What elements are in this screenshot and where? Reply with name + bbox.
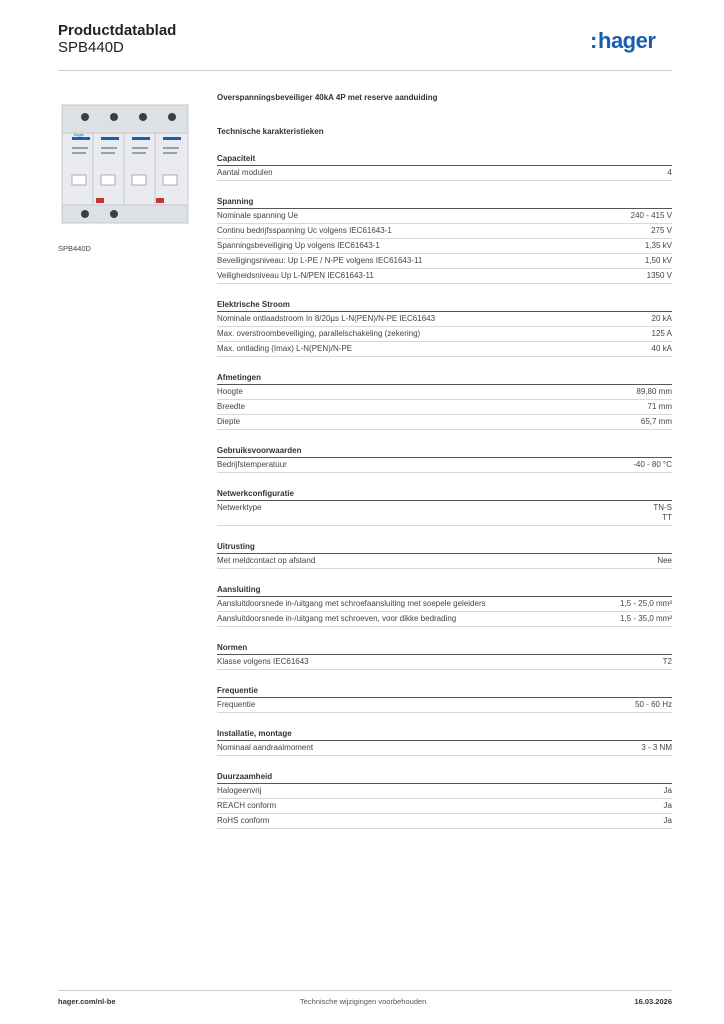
section-title: Uitrusting bbox=[217, 540, 672, 554]
spec-row bbox=[217, 612, 672, 627]
spec-label: Veiligheidsniveau Up L-N/PEN IEC61643-11 bbox=[217, 271, 374, 280]
spec-value-item: TT bbox=[662, 513, 672, 522]
section-title: Elektrische Stroom bbox=[217, 298, 672, 312]
spec-row bbox=[217, 501, 672, 526]
spec-label: Nominale ontlaadstroom In 8/20µs L-N(PEN)/N-PE IEC61643 bbox=[217, 314, 436, 323]
spec-label: Max. overstroombeveiliging, parallelschakeling (zekering) bbox=[217, 329, 421, 338]
spec-section bbox=[217, 371, 672, 430]
spec-row bbox=[217, 312, 672, 327]
footer-divider bbox=[58, 990, 672, 991]
spec-row bbox=[217, 597, 672, 612]
spec-row bbox=[217, 254, 672, 269]
spec-row bbox=[217, 209, 672, 224]
spec-row bbox=[217, 166, 672, 181]
section-title: Installatie, montage bbox=[217, 727, 672, 741]
spec-label: Nominaal aandraaimoment bbox=[217, 743, 314, 752]
product-description: Overspanningsbeveiliger 40kA 4P met reserve aanduiding bbox=[217, 93, 438, 102]
spec-value: Ja bbox=[663, 816, 672, 825]
spec-value: 50 - 60 Hz bbox=[635, 700, 672, 709]
spec-section bbox=[217, 641, 672, 670]
section-title: Afmetingen bbox=[217, 371, 672, 385]
spec-value: T2 bbox=[662, 657, 672, 666]
spec-section bbox=[217, 684, 672, 713]
spec-value: 1,5 - 35,0 mm² bbox=[619, 614, 672, 623]
spec-row bbox=[217, 458, 672, 473]
footer-date: 16.03.2026 bbox=[634, 997, 672, 1006]
spec-label: Frequentie bbox=[217, 700, 256, 709]
section-title: Duurzaamheid bbox=[217, 770, 672, 784]
spec-value: Ja bbox=[663, 786, 672, 795]
spec-label: Aansluitdoorsnede in-/uitgang met schroeven, voor dikke bedrading bbox=[217, 614, 457, 623]
logo-text: hager bbox=[598, 28, 656, 53]
section-title: Aansluiting bbox=[217, 583, 672, 597]
spec-value: Nee bbox=[657, 556, 672, 565]
spec-row bbox=[217, 327, 672, 342]
spec-label: Hoogte bbox=[217, 387, 243, 396]
spec-label: Diepte bbox=[217, 417, 241, 426]
spec-row bbox=[217, 342, 672, 357]
footer-website-link[interactable]: hager.com/nl-be bbox=[58, 997, 116, 1006]
spec-value: 89,80 mm bbox=[636, 387, 672, 396]
spec-label: Aansluitdoorsnede in-/uitgang met schroefaansluiting met soepele geleiders bbox=[217, 599, 486, 608]
spec-label: Beveiligingsniveau: Up L-PE / N-PE volgens IEC61643-11 bbox=[217, 256, 423, 265]
tech-heading: Technische karakteristieken bbox=[217, 127, 324, 136]
section-title: Capaciteit bbox=[217, 152, 672, 166]
spec-label: Aantal modulen bbox=[217, 168, 273, 177]
spec-value: 65,7 mm bbox=[640, 417, 672, 426]
spec-section bbox=[217, 770, 672, 829]
spec-value-item: TN-S bbox=[653, 503, 672, 512]
spec-section bbox=[217, 583, 672, 627]
spec-label: Nominale spanning Ue bbox=[217, 211, 298, 220]
spec-value: 240 - 415 V bbox=[630, 211, 672, 220]
spec-row bbox=[217, 385, 672, 400]
spec-label: Bedrijfstemperatuur bbox=[217, 460, 287, 469]
spec-label: REACH conform bbox=[217, 801, 277, 810]
spec-section bbox=[217, 195, 672, 284]
spec-value: 4 bbox=[667, 168, 672, 177]
spec-section bbox=[217, 298, 672, 357]
section-title: Netwerkconfiguratie bbox=[217, 487, 672, 501]
spec-row bbox=[217, 655, 672, 670]
spec-row bbox=[217, 415, 672, 430]
product-code: SPB440D bbox=[58, 39, 124, 56]
footer-notice: Technische wijzigingen voorbehouden bbox=[300, 997, 427, 1006]
spec-value: Ja bbox=[663, 801, 672, 810]
spec-row bbox=[217, 814, 672, 829]
image-caption: SPB440D bbox=[58, 244, 91, 253]
spec-value: 1,5 - 25,0 mm² bbox=[619, 599, 672, 608]
spec-label: RoHS conform bbox=[217, 816, 270, 825]
spec-label: Netwerktype bbox=[217, 503, 262, 512]
spec-value bbox=[653, 503, 672, 523]
header-divider bbox=[58, 70, 672, 71]
spec-value: 1,35 kV bbox=[644, 241, 672, 250]
section-title: Normen bbox=[217, 641, 672, 655]
spec-row bbox=[217, 741, 672, 756]
spec-value: 1350 V bbox=[646, 271, 672, 280]
spec-label: Klasse volgens IEC61643 bbox=[217, 657, 309, 666]
spec-value: 71 mm bbox=[647, 402, 672, 411]
spec-value: -40 - 80 °C bbox=[633, 460, 672, 469]
spec-row bbox=[217, 698, 672, 713]
product-brand-mark: hager bbox=[74, 132, 85, 137]
spec-section bbox=[217, 487, 672, 526]
spec-value: 275 V bbox=[651, 226, 672, 235]
specifications bbox=[217, 95, 672, 829]
spec-row bbox=[217, 269, 672, 284]
logo-colon: : bbox=[590, 28, 598, 53]
spec-value: 20 kA bbox=[651, 314, 672, 323]
hager-logo[interactable] bbox=[590, 28, 676, 56]
spec-value: 3 - 3 NM bbox=[641, 743, 672, 752]
spec-label: Max. ontlading (Imax) L-N(PEN)/N-PE bbox=[217, 344, 353, 353]
page-title: Productdatablad bbox=[58, 22, 177, 39]
spec-label: Breedte bbox=[217, 402, 246, 411]
spec-label: Continu bedrijfsspanning Uc volgens IEC61643-1 bbox=[217, 226, 392, 235]
section-title: Gebruiksvoorwaarden bbox=[217, 444, 672, 458]
spec-row bbox=[217, 239, 672, 254]
spec-row bbox=[217, 784, 672, 799]
spec-value: 125 A bbox=[651, 329, 672, 338]
section-title: Spanning bbox=[217, 195, 672, 209]
spec-section bbox=[217, 444, 672, 473]
spec-row bbox=[217, 224, 672, 239]
spec-row bbox=[217, 400, 672, 415]
spec-sections bbox=[217, 152, 672, 829]
spec-section bbox=[217, 727, 672, 756]
spec-value: 1,50 kV bbox=[644, 256, 672, 265]
spec-row bbox=[217, 554, 672, 569]
spec-label: Spanningsbeveiliging Up volgens IEC61643-1 bbox=[217, 241, 380, 250]
product-image bbox=[58, 95, 198, 235]
spec-label: Met meldcontact op afstand bbox=[217, 556, 316, 565]
spec-row bbox=[217, 799, 672, 814]
spec-section bbox=[217, 152, 672, 181]
spec-value: 40 kA bbox=[651, 344, 672, 353]
section-title: Frequentie bbox=[217, 684, 672, 698]
spec-section bbox=[217, 540, 672, 569]
spec-label: Halogeenvrij bbox=[217, 786, 262, 795]
